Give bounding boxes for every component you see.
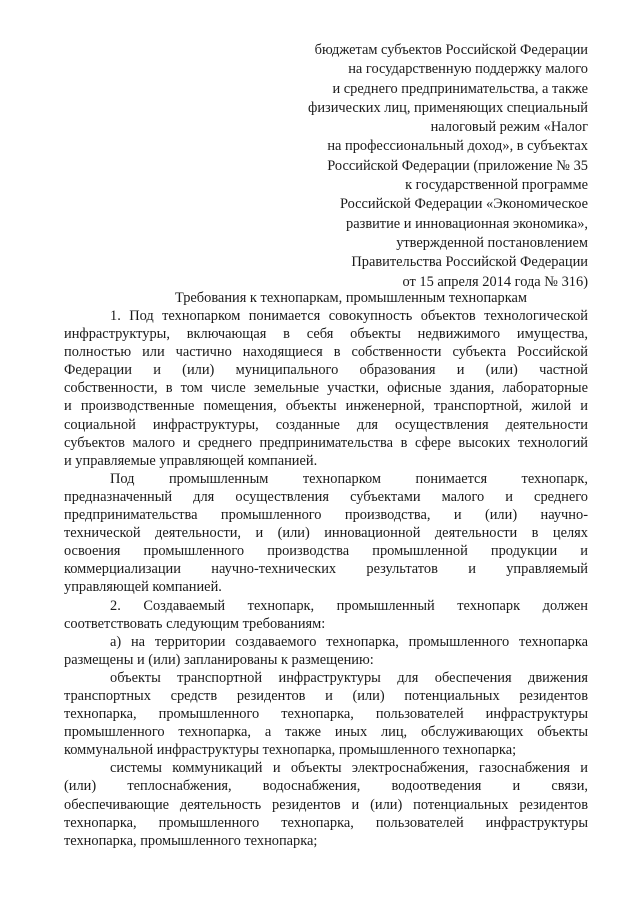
paragraph (64, 470, 588, 597)
text-line: Под промышленным технопарком понимается технопарк, (110, 470, 588, 487)
text-line: технопарка, промышленного технопарка, пользователей инфраструктуры (64, 814, 588, 831)
text-line: предназначенный для осуществления субъектами малого и среднего (64, 488, 588, 505)
header-line: Российской Федерации (приложение № 35 (327, 157, 588, 174)
paragraph (64, 759, 588, 849)
text-line: субъектов малого и среднего предпринимательства в сфере высоких технологий (64, 434, 588, 451)
text-line: и управляемые управляющей компанией. (64, 452, 318, 469)
text-line: системы коммуникаций и объекты электроснабжения, газоснабжения и (110, 760, 588, 777)
header-line: на профессиональный доход», в субъектах (327, 138, 588, 155)
header-line: физических лиц, применяющих специальный (308, 99, 588, 116)
text-line: социальной инфраструктуры, созданные для осуществления деятельности (64, 416, 588, 433)
text-line: 1. Под технопарком понимается совокупность объектов технологической (110, 308, 588, 324)
text-line: полностью или частично находящиеся в собственности субъекта Российской (64, 344, 588, 361)
text-line: управляющей компанией. (64, 579, 222, 596)
text-line: соответствовать следующим требованиям: (64, 615, 326, 632)
header-line: утвержденной постановлением (396, 234, 588, 251)
text-line: инфраструктуры, включающая в себя объекты недвижимого имущества, (64, 326, 588, 343)
header-line: бюджетам субъектов Российской Федерации (314, 42, 588, 58)
appendix-header (296, 41, 588, 292)
text-line: и производственные помещения, объекты инженерной, транспортной, жилой и (64, 398, 588, 415)
text-line: предпринимательства промышленного производства, и (или) научно- (64, 507, 588, 524)
text-line: размещены и (или) запланированы к размещению: (64, 651, 374, 668)
paragraph (64, 669, 588, 759)
text-line: (или) теплоснабжения, водоснабжения, водоотведения и связи, (64, 778, 588, 795)
header-line: и среднего предпринимательства, а также (332, 80, 588, 97)
text-line: технопарка, промышленного технопарка, пользователей инфраструктуры (64, 706, 588, 723)
text-line: технопарка, промышленного технопарка; (64, 832, 318, 849)
header-line: на государственную поддержку малого (348, 61, 588, 78)
text-line: коммунальной инфраструктуры технопарка, промышленного технопарка; (64, 742, 517, 759)
header-line: Правительства Российской Федерации (351, 254, 588, 271)
text-line: освоения промышленного производства промышленной продукции и (64, 543, 588, 560)
text-line: коммерциализации научно-технических результатов и управляемый (64, 561, 588, 578)
text-line: 2. Создаваемый технопарк, промышленный технопарк должен (110, 597, 588, 614)
paragraph (64, 633, 588, 669)
text-line: Федерации и (или) муниципального образования и (или) частной (64, 362, 588, 379)
document-title: Требования к технопаркам, промышленным технопаркам (174, 290, 527, 306)
text-line: а) на территории создаваемого технопарка, промышленного технопарка (110, 633, 588, 650)
header-line: Российской Федерации «Экономическое (339, 196, 588, 213)
text-line: промышленного технопарка, а также иных лиц, обслуживающих объекты (64, 724, 588, 741)
text-line: объекты транспортной инфраструктуры для обеспечения движения (110, 669, 588, 686)
header-line: к государственной программе (405, 177, 588, 194)
text-line: транспортных средств резидентов и (или) потенциальных резидентов (64, 687, 588, 704)
text-line: собственности, в том числе земельные участки, офисные здания, лабораторные (64, 380, 588, 397)
text-line: технической деятельности, и (или) инновационной деятельности в целях (64, 525, 588, 542)
text-line: обеспечивающие деятельность резидентов и (или) потенциальных резидентов (64, 796, 588, 813)
header-line: налоговый режим «Налог (430, 119, 588, 136)
paragraph (64, 307, 588, 470)
header-line: развитие и инновационная экономика», (346, 215, 588, 232)
document-body (64, 307, 588, 850)
header-line: от 15 апреля 2014 года № 316) (402, 273, 588, 290)
paragraph (64, 597, 588, 633)
